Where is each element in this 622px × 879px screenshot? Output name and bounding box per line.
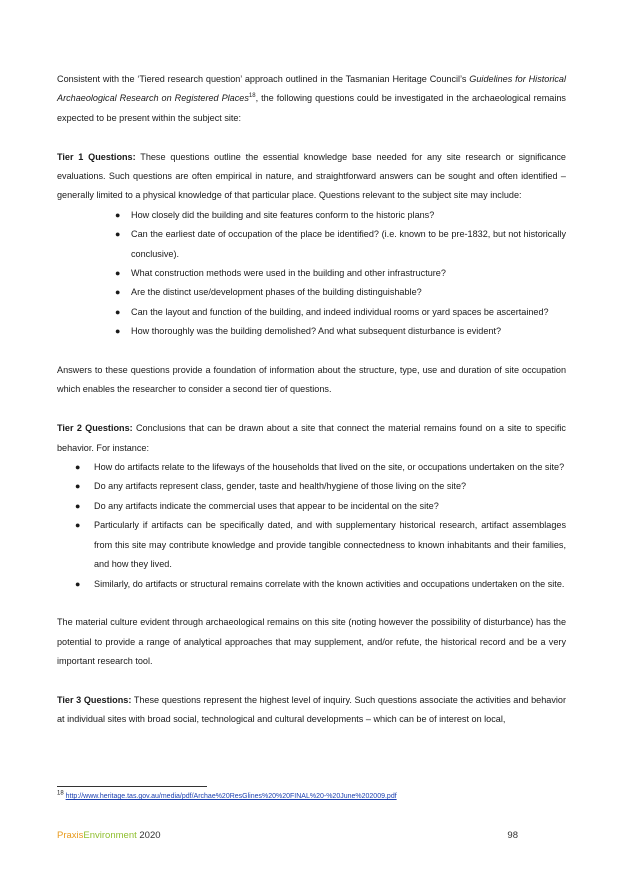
brand-praxis: Praxis (57, 830, 84, 841)
list-item: ● What construction methods were used in the building and other infrastructure? (57, 264, 566, 283)
bullet-icon: ● (115, 326, 121, 337)
footnote-divider (57, 786, 207, 787)
list-item: ● Are the distinct use/development phases of the building distinguishable? (57, 283, 566, 302)
tier3-heading: Tier 3 Questions: (57, 694, 132, 705)
list-item: ● How do artifacts relate to the lifeways of the households that lived on the site, or occupations undertaken on the site? (57, 458, 566, 477)
tier2-paragraph (57, 419, 566, 458)
tier1-after-paragraph: Answers to these questions provide a foundation of information about the structure, type, use and duration of site occupation which enables the researcher to consider a second tier of questions. (57, 365, 566, 395)
tier1-text: These questions outline the essential knowledge base needed for any site research or significance evaluations. Such questions are often empirical in nature, and straightforward answers can be sought and often identified – generally limited to a physical knowledge of that particular place. Questions relevant to the subject site may include: (57, 151, 566, 201)
footnote-ref[interactable]: 18 (248, 93, 256, 100)
bullet-icon: ● (75, 462, 81, 473)
bullet-icon: ● (115, 229, 121, 240)
bullet-icon: ● (75, 500, 81, 511)
footnote (57, 792, 397, 802)
list-item: ● How closely did the building and site features conform to the historic plans? (57, 206, 566, 225)
list-item: ● How thoroughly was the building demolished? And what subsequent disturbance is evident? (57, 322, 566, 341)
bullet-icon: ● (75, 578, 81, 589)
page-number: 98 (507, 830, 518, 841)
tier2-list (57, 458, 566, 594)
list-item: ● Similarly, do artifacts or structural remains correlate with the known activities and occupations undertaken on the site. (57, 575, 566, 594)
bullet-icon: ● (75, 481, 81, 492)
tier2-after-paragraph: The material culture evident through archaeological remains on this site (noting however the possibility of disturbance) has the potential to provide a range of analytical approaches that may supplement, and/or refute, the historical record and be a very important research tool. (57, 617, 566, 667)
tier3-text: These questions represent the highest level of inquiry. Such questions associate the activities and behavior at individual sites with broad social, technological and cultural developments – which can be of interest on local, (57, 694, 566, 725)
intro-text-after: , the following questions could be investigated in the archaeological remains expected to be present within the subject site: (57, 93, 566, 123)
bullet-icon: ● (115, 268, 121, 279)
footer-year: 2020 (136, 830, 161, 841)
list-item: ● Can the layout and function of the building, and indeed individual rooms or yard spaces be ascertained? (57, 303, 566, 322)
brand-environment: Environment (83, 830, 137, 841)
tier3-paragraph (57, 691, 566, 730)
bullet-icon: ● (115, 287, 121, 298)
list-item: ● Do any artifacts represent class, gender, taste and health/hygiene of those living on the site? (57, 477, 566, 496)
list-item: ● Can the earliest date of occupation of the place be identified? (i.e. known to be pre-1832, but not historically conclusive). (57, 225, 566, 264)
list-item: ● Particularly if artifacts can be specifically dated, and with supplementary historical research, artifact assemblages from this site may contribute knowledge and provide tangible connectedness to known inhabitants and their families, and how they lived. (57, 516, 566, 574)
guidelines-title: Guidelines for Historical Archaeological Research on Registered Places (57, 74, 566, 104)
tier1-paragraph (57, 148, 566, 206)
tier2-heading: Tier 2 Questions: (57, 423, 133, 434)
footnote-link[interactable]: http://www.heritage.tas.gov.au/media/pdf/Archae%20ResGlines%20%20FINAL%20-%20June%202009.pdf (65, 793, 397, 800)
footnote-number: 18 (57, 790, 64, 797)
intro-text: Consistent with the ‘Tiered research question’ approach outlined in the Tasmanian Heritage Council’s (57, 74, 470, 84)
tier1-list (57, 206, 566, 342)
bullet-icon: ● (115, 306, 121, 317)
page-body (57, 70, 566, 730)
bullet-icon: ● (75, 520, 81, 531)
list-item: ● Do any artifacts indicate the commercial uses that appear to be incidental on the site? (57, 497, 566, 516)
tier1-heading: Tier 1 Questions: (57, 151, 136, 162)
page-footer (57, 830, 566, 841)
tier2-text: Conclusions that can be drawn about a site that connect the material remains found on a site to specific behavior. For instance: (57, 423, 566, 453)
intro-paragraph (57, 70, 566, 128)
bullet-icon: ● (115, 209, 121, 220)
